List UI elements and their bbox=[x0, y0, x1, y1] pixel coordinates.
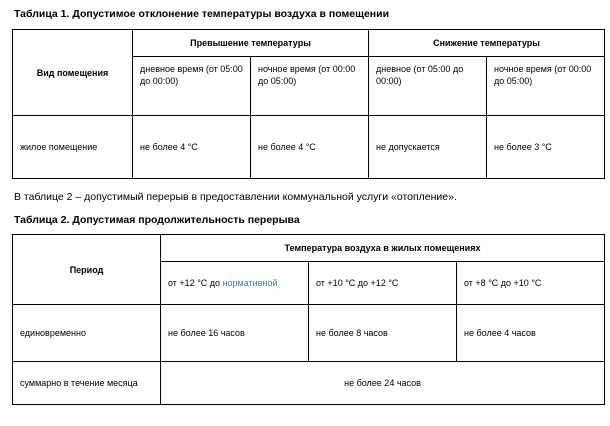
table-row bbox=[13, 116, 605, 179]
cell-room-type: жилое помещение bbox=[13, 116, 133, 179]
table-row-header bbox=[13, 30, 605, 57]
range-1-prefix: от +12 °С до bbox=[168, 278, 223, 288]
header-temperature-decrease: Снижение температуры bbox=[369, 30, 605, 57]
table1-caption: Таблица 1. Допустимое отклонение температуры воздуха в помещении bbox=[14, 8, 390, 20]
header-air-temperature: Температура воздуха в жилых помещениях bbox=[161, 235, 605, 262]
cell-single-value-2: не более 8 часов bbox=[309, 305, 457, 362]
subheader-night-increase: ночное время (от 00:00 до 05:00) bbox=[251, 57, 369, 116]
cell-period-single: единовременно bbox=[13, 305, 161, 362]
subheader-day-increase: дневное время (от 05:00 до 00:00) bbox=[133, 57, 251, 116]
cell-night-decrease: не более 3 °С bbox=[487, 116, 605, 179]
subheader-range-3: от +8 °С до +10 °С bbox=[457, 262, 605, 305]
table-allowed-interruption-duration bbox=[12, 234, 605, 405]
cell-single-value-3: не более 4 часов bbox=[457, 305, 605, 362]
table-row-header bbox=[13, 235, 605, 262]
cell-day-increase: не более 4 °С bbox=[133, 116, 251, 179]
cell-monthly-value: не более 24 часов bbox=[161, 362, 605, 405]
subheader-range-2: от +10 °С до +12 °С bbox=[309, 262, 457, 305]
header-temperature-increase: Превышение температуры bbox=[133, 30, 369, 57]
table-row bbox=[13, 305, 605, 362]
table2-caption: Таблица 2. Допустимая продолжительность перерыва bbox=[14, 214, 300, 226]
subheader-day-decrease: дневное (от 05:00 до 00:00) bbox=[369, 57, 487, 116]
cell-night-increase: не более 4 °С bbox=[251, 116, 369, 179]
table-allowed-temperature-deviation bbox=[12, 29, 605, 179]
header-period: Период bbox=[13, 235, 161, 305]
spacer bbox=[10, 179, 600, 191]
cell-day-decrease: не допускается bbox=[369, 116, 487, 179]
cell-period-monthly: суммарно в течение месяца bbox=[13, 362, 161, 405]
header-room-type: Вид помещения bbox=[13, 30, 133, 116]
subheader-night-decrease: ночное время (от 00:00 до 05:00) bbox=[487, 57, 605, 116]
normative-link[interactable]: нормативной bbox=[222, 278, 278, 288]
table-row bbox=[13, 362, 605, 405]
between-tables-note: В таблице 2 – допустимый перерыв в предоставлении коммунальной услуги «отопление». bbox=[14, 191, 457, 203]
subheader-range-1 bbox=[161, 262, 309, 305]
cell-single-value-1: не более 16 часов bbox=[161, 305, 309, 362]
